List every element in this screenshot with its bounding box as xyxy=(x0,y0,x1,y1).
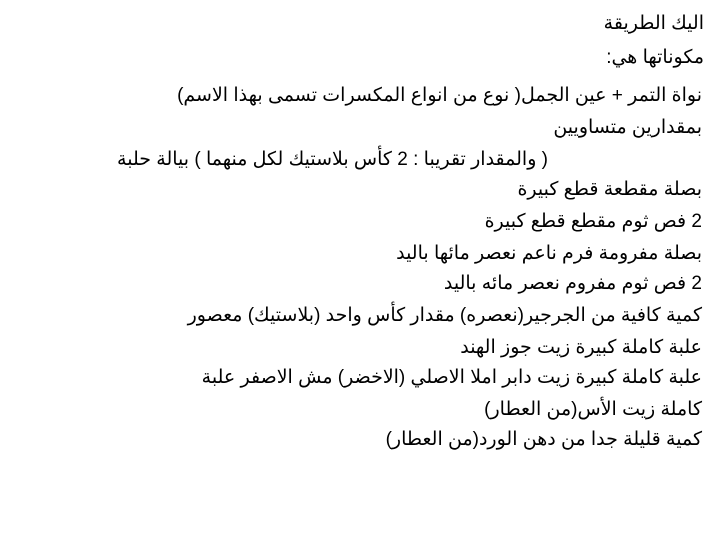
ingredient-line-9: علبة كاملة كبيرة زيت جوز الهند xyxy=(460,337,702,358)
ingredient-line-5: 2 فص ثوم مقطع قطع كبيرة xyxy=(484,211,702,232)
ingredient-line-11: كاملة زيت الأس(من العطار) xyxy=(484,399,702,420)
ingredient-line-7: 2 فص ثوم مفروم نعصر مائه باليد xyxy=(443,273,702,294)
ingredient-line-3: ( والمقدار تقريبا : 2 كأس بلاستيك لكل منهما ) بيالة حلبة xyxy=(117,149,548,170)
ingredient-line-6: بصلة مفرومة فرم ناعم نعصر مائها باليد xyxy=(396,243,702,264)
ingredient-line-1: نواة التمر + عين الجمل( نوع من انواع المكسرات تسمى بهذا الاسم) xyxy=(177,85,702,106)
ingredient-line-2: بمقدارين متساويين xyxy=(553,117,702,138)
ingredient-line-4: بصلة مقطعة قطع كبيرة xyxy=(517,179,702,200)
doc-heading: اليك الطريقة xyxy=(603,13,704,34)
ingredient-line-12: كمية قليلة جدا من دهن الورد(من العطار) xyxy=(385,429,702,450)
ingredient-line-10: علبة كاملة كبيرة زيت دابر املا الاصلي (الاخضر) مش الاصفر علبة xyxy=(201,367,702,388)
ingredient-line-8: كمية كافية من الجرجير(نعصره) مقدار كأس واحد (بلاستيك) معصور xyxy=(187,305,702,326)
ingredients-heading: مكوناتها هي: xyxy=(606,47,704,68)
